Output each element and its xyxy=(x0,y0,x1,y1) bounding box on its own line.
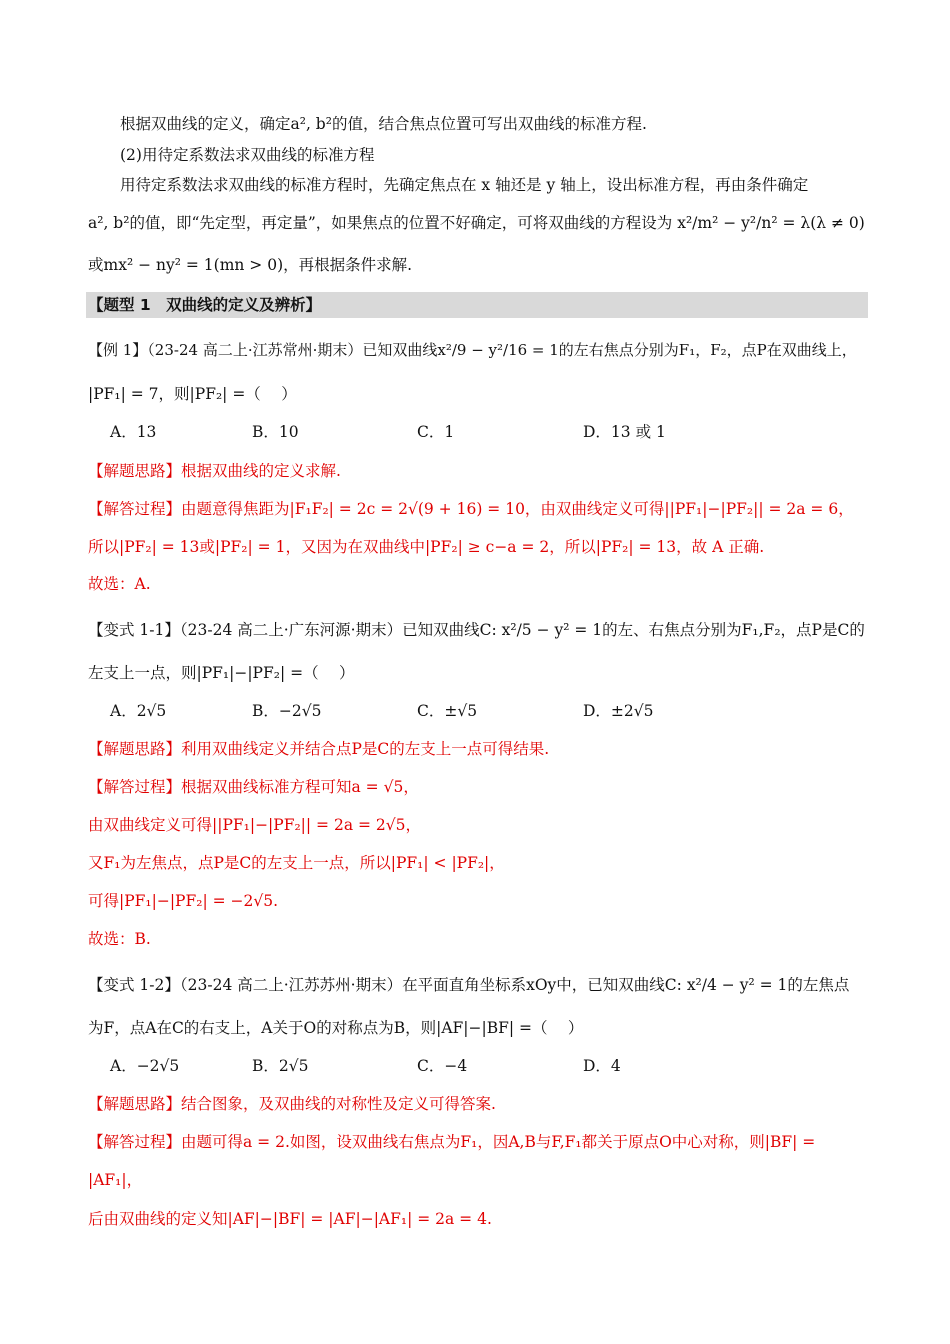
variant1-1-question-line-2: 左支上一点，则|PF₁|−|PF₂| =（ ） xyxy=(88,664,355,682)
variant1-2-process-line-3: 后由双曲线的定义知|AF|−|BF| = |AF|−|AF₁| = 2a = 4. xyxy=(88,1210,492,1228)
intro-line-5: 或mx² − ny² = 1(mn > 0)，再根据条件求解. xyxy=(88,256,413,274)
variant1-2-question-line-2: 为F，点A在C的右支上，A关于O的对称点为B，则|AF|−|BF| =（ ） xyxy=(88,1019,584,1037)
intro-line-2: (2)用待定系数法求双曲线的标准方程 xyxy=(120,146,375,164)
variant1-1-option-a: A．2√5 xyxy=(110,702,167,720)
variant1-1-option-d: D．±2√5 xyxy=(583,702,654,720)
variant1-2-option-d: D．4 xyxy=(583,1057,621,1075)
variant1-1-question-line-1: 【变式 1-1】（23-24 高二上·广东河源·期末）已知双曲线C: x²/5 − y² = 1的左、右焦点分别为F₁,F₂，点P是C的 xyxy=(88,621,865,639)
intro-line-3: 用待定系数法求双曲线的标准方程时，先确定焦点在 x 轴还是 y 轴上，设出标准方程，再由条件确定 xyxy=(120,176,809,194)
intro-line-1: 根据双曲线的定义，确定a², b²的值，结合焦点位置可写出双曲线的标准方程. xyxy=(120,115,647,133)
variant1-1-idea: 【解题思路】利用双曲线定义并结合点P是C的左支上一点可得结果. xyxy=(88,740,550,758)
variant1-1-options xyxy=(110,699,870,723)
example1-option-b: B．10 xyxy=(252,423,299,441)
variant1-1-process-line-2: 由双曲线定义可得||PF₁|−|PF₂|| = 2a = 2√5， xyxy=(88,816,422,834)
example1-options xyxy=(110,420,870,444)
variant1-2-process-line-2: |AF₁|， xyxy=(88,1171,143,1189)
variant1-2-option-b: B．2√5 xyxy=(252,1057,309,1075)
variant1-1-option-b: B．−2√5 xyxy=(252,702,322,720)
variant1-2-idea: 【解题思路】结合图象，及双曲线的对称性及定义可得答案. xyxy=(88,1095,496,1113)
example1-answer: 故选：A. xyxy=(88,575,151,593)
example1-option-a: A．13 xyxy=(110,423,157,441)
example1-process-line-1: 【解答过程】由题意得焦距为|F₁F₂| = 2c = 2√(9 + 16) = 10，由双曲线定义可得||PF₁|−|PF₂|| = 2a = 6， xyxy=(88,500,854,518)
example1-option-c: C．1 xyxy=(417,423,455,441)
example1-question-line-1: 【例 1】（23-24 高二上·江苏常州·期末）已知双曲线x²/9 − y²/16 = 1的左右焦点分别为F₁，F₂，点P在双曲线上， xyxy=(88,341,857,359)
variant1-1-option-c: C．±√5 xyxy=(417,702,478,720)
example1-process-line-2: 所以|PF₂| = 13或|PF₂| = 1，又因为在双曲线中|PF₂| ≥ c−a = 2，所以|PF₂| = 13，故 A 正确. xyxy=(88,538,765,556)
variant1-2-options xyxy=(110,1054,870,1078)
variant1-2-option-a: A．−2√5 xyxy=(110,1057,180,1075)
variant1-1-process-line-4: 可得|PF₁|−|PF₂| = −2√5. xyxy=(88,892,279,910)
example1-question-line-2: |PF₁| = 7，则|PF₂| =（ ） xyxy=(88,385,297,403)
variant1-2-option-c: C．−4 xyxy=(417,1057,468,1075)
variant1-2-question-line-1: 【变式 1-2】（23-24 高二上·江苏苏州·期末）在平面直角坐标系xOy中，已知双曲线C: x²/4 − y² = 1的左焦点 xyxy=(88,976,850,994)
intro-line-4: a², b²的值，即“先定型，再定量”，如果焦点的位置不好确定，可将双曲线的方程设为 x²/m² − y²/n² = λ(λ ≠ 0) xyxy=(88,214,865,232)
variant1-1-process-line-3: 又F₁为左焦点，点P是C的左支上一点，所以|PF₁| < |PF₂|， xyxy=(88,854,505,872)
section-heading: 【题型 1 双曲线的定义及辨析】 xyxy=(86,292,868,318)
variant1-1-answer: 故选：B. xyxy=(88,930,151,948)
example1-option-d: D．13 或 1 xyxy=(583,423,666,441)
variant1-2-process-line-1: 【解答过程】由题可得a = 2.如图，设双曲线右焦点为F₁，因A,B与F,F₁都关于原点O中心对称，则|BF| = xyxy=(88,1133,816,1151)
example1-idea: 【解题思路】根据双曲线的定义求解. xyxy=(88,462,341,480)
variant1-1-process-line-1: 【解答过程】根据双曲线标准方程可知a = √5， xyxy=(88,778,419,796)
